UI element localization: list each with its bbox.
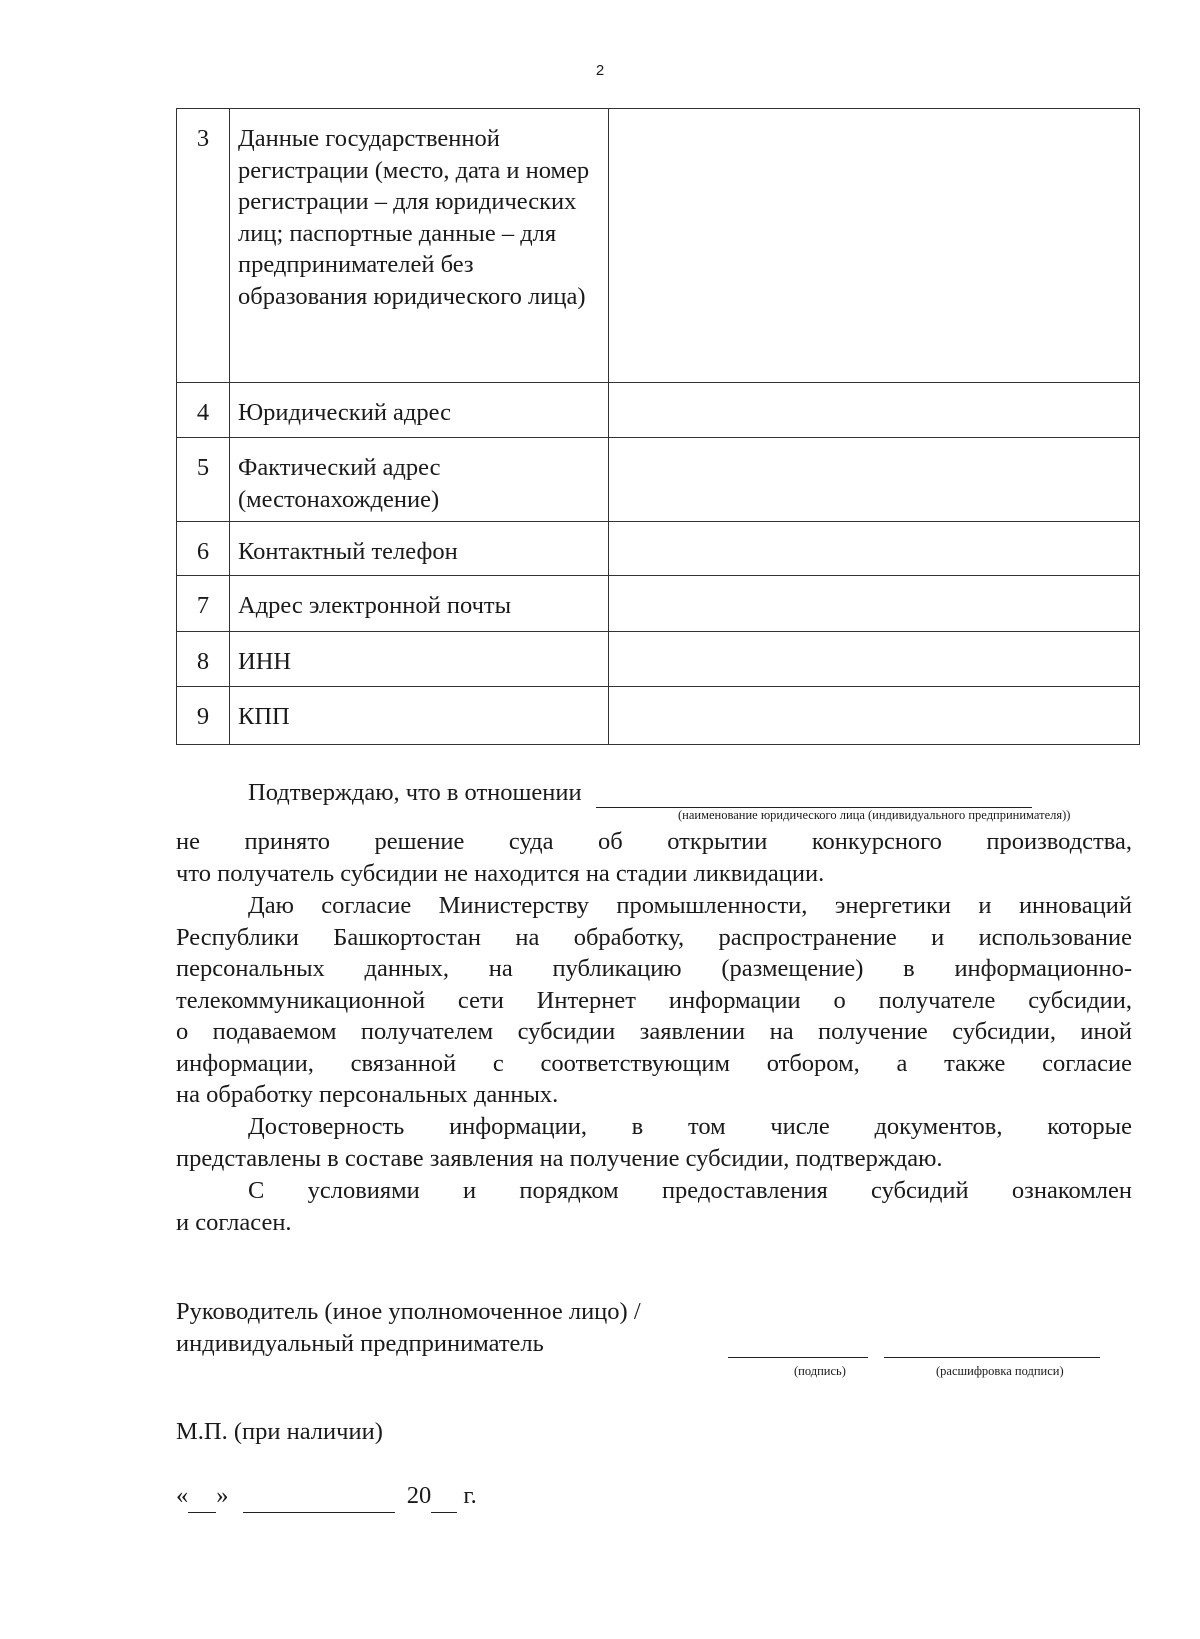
row-value-field[interactable] <box>609 687 1140 745</box>
table-row <box>177 687 1140 745</box>
row-number: 8 <box>177 632 230 687</box>
row-label: КПП <box>230 687 609 745</box>
signatory-role <box>176 1296 641 1360</box>
page-number: 2 <box>595 62 605 79</box>
consent-line: о подаваемом получателем субсидии заявлении на получение субсидии, иной <box>176 1018 1132 1045</box>
reliability-line-2: представлены в составе заявления на получение субсидии, подтверждаю. <box>176 1144 943 1172</box>
consent-paragraph <box>176 890 1132 1111</box>
entity-name-caption: (наименование юридического лица (индивидуального предпринимателя)) <box>678 808 1071 822</box>
stamp-label: М.П. (при наличии) <box>176 1418 383 1445</box>
row-label: Юридический адрес <box>230 383 609 438</box>
table-row <box>177 632 1140 687</box>
conditions-line-1: С условиями и порядком предоставления субсидий ознакомлен <box>248 1177 1132 1204</box>
confirm-line-2: что получатель субсидии не находится на стадии ликвидации. <box>176 859 825 887</box>
date-close-quote: » <box>216 1482 229 1509</box>
row-label: Фактический адрес (местонахождение) <box>230 438 609 522</box>
date-open-quote: « <box>176 1482 189 1509</box>
row-number: 3 <box>177 109 230 383</box>
table-row <box>177 383 1140 438</box>
row-number: 6 <box>177 522 230 576</box>
confirm-line <box>248 779 1032 808</box>
conditions-paragraph <box>176 1175 1132 1238</box>
consent-line: Даю согласие Министерству промышленности, энергетики и инноваций <box>248 892 1132 919</box>
row-number: 5 <box>177 438 230 522</box>
date-day-blank[interactable] <box>188 1480 216 1513</box>
reliability-paragraph <box>176 1111 1132 1174</box>
date-year-blank[interactable] <box>431 1480 457 1513</box>
date-year-prefix: 20 <box>406 1482 432 1509</box>
role-line-2: индивидуальный предприниматель <box>176 1330 544 1357</box>
table-row <box>177 438 1140 522</box>
signature-decode-blank[interactable] <box>884 1333 1100 1358</box>
date-year-suffix: г. <box>463 1482 477 1509</box>
consent-line: персональных данных, на публикацию (размещение) в информационно- <box>176 955 1132 982</box>
conditions-line-2: и согласен. <box>176 1208 292 1236</box>
entity-name-blank[interactable] <box>596 779 1032 808</box>
consent-line: информации, связанной с соответствующим отбором, а также согласие <box>176 1049 1132 1077</box>
row-value-field[interactable] <box>609 522 1140 576</box>
date-line <box>176 1480 477 1513</box>
table-row <box>177 576 1140 632</box>
table-row <box>177 522 1140 576</box>
confirm-line-1: не принято решение суда об открытии конкурсного производства, <box>176 828 1132 855</box>
confirm-paragraph <box>176 826 1132 889</box>
row-value-field[interactable] <box>609 632 1140 687</box>
row-number: 7 <box>177 576 230 632</box>
table-row <box>177 109 1140 383</box>
role-line-1: Руководитель (иное уполномоченное лицо) / <box>176 1298 641 1325</box>
row-label: Адрес электронной почты <box>230 576 609 632</box>
reliability-line-1: Достоверность информации, в том числе документов, которые <box>248 1113 1132 1140</box>
consent-last-line: на обработку персональных данных. <box>176 1081 559 1108</box>
row-value-field[interactable] <box>609 438 1140 522</box>
row-label: Контактный телефон <box>230 522 609 576</box>
signature-decode-caption: (расшифровка подписи) <box>936 1364 1064 1378</box>
signature-caption: (подпись) <box>794 1364 846 1378</box>
signature-blank[interactable] <box>728 1333 868 1358</box>
consent-line: телекоммуникационной сети Интернет информации о получателе субсидии, <box>176 986 1132 1014</box>
form-table <box>176 108 1140 745</box>
row-value-field[interactable] <box>609 576 1140 632</box>
row-label: ИНН <box>230 632 609 687</box>
row-label: Данные государственной регистрации (место, дата и номер регистрации – для юридических лиц; паспортные данные – для предпринимателей без образования юридического лица) <box>230 109 609 383</box>
row-number: 4 <box>177 383 230 438</box>
row-value-field[interactable] <box>609 383 1140 438</box>
row-number: 9 <box>177 687 230 745</box>
consent-line: Республики Башкортостан на обработку, распространение и использование <box>176 923 1132 951</box>
date-month-blank[interactable] <box>243 1480 395 1513</box>
confirm-lead: Подтверждаю, что в отношении <box>248 779 582 806</box>
row-value-field[interactable] <box>609 109 1140 383</box>
